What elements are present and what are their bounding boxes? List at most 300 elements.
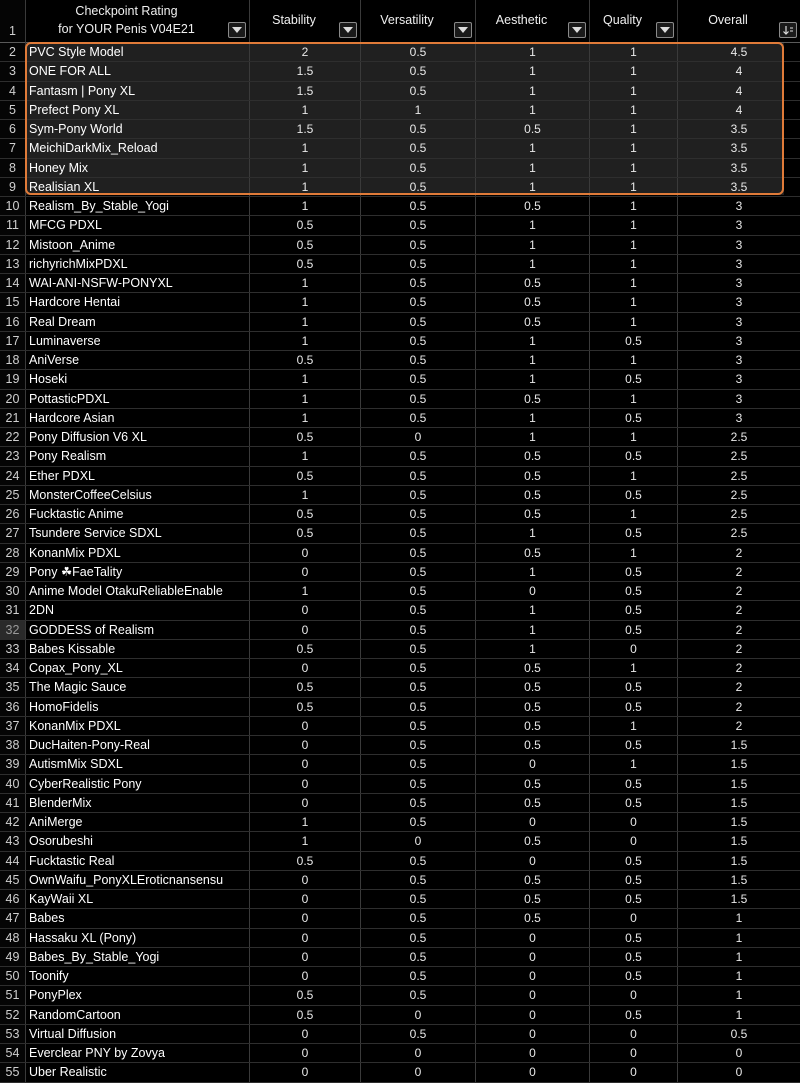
quality-cell[interactable]: 0.5 (625, 872, 642, 887)
overall-cell[interactable]: 1.5 (730, 738, 748, 752)
checkpoint-name-cell[interactable]: Hardcore Hentai (29, 295, 121, 310)
quality-cell[interactable]: 0.5 (625, 603, 642, 618)
overall-cell[interactable]: 1.5 (730, 853, 748, 868)
row-number[interactable]: 12 (5, 237, 20, 252)
quality-cell[interactable]: 0.5 (625, 680, 642, 695)
versatility-cell[interactable]: 0 (414, 1007, 422, 1022)
checkpoint-name-cell[interactable]: Pony Diffusion V6 XL (29, 430, 147, 444)
row-number[interactable]: 9 (9, 179, 16, 194)
checkpoint-name-cell[interactable]: RandomCartoon (29, 1007, 121, 1022)
checkpoint-name-cell[interactable]: Tsundere Service SDXL (29, 526, 162, 541)
quality-cell[interactable]: 0.5 (625, 969, 642, 983)
row-number[interactable]: 28 (5, 545, 20, 560)
aesthetic-cell[interactable]: 0 (529, 949, 536, 964)
aesthetic-cell[interactable]: 1 (529, 353, 536, 367)
aesthetic-cell[interactable]: 1 (529, 102, 536, 117)
quality-cell[interactable]: 1 (630, 64, 637, 79)
quality-cell[interactable]: 1 (630, 507, 637, 521)
overall-cell[interactable]: 3 (735, 372, 743, 387)
filter-dropdown-quality[interactable] (656, 22, 674, 38)
overall-cell[interactable]: 2.5 (730, 487, 748, 502)
stability-cell[interactable]: 0 (301, 757, 309, 772)
overall-cell[interactable]: 2 (735, 661, 743, 675)
versatility-cell[interactable]: 0.5 (409, 853, 427, 868)
overall-cell[interactable]: 1 (735, 1007, 743, 1022)
aesthetic-cell[interactable]: 0 (529, 988, 536, 1003)
checkpoint-name-cell[interactable]: AniVerse (29, 353, 80, 367)
stability-cell[interactable]: 1 (301, 815, 309, 829)
stability-cell[interactable]: 1 (301, 199, 309, 213)
overall-cell[interactable]: 2 (735, 603, 743, 618)
versatility-cell[interactable]: 0 (414, 1065, 422, 1080)
stability-cell[interactable]: 0.5 (296, 526, 314, 541)
stability-cell[interactable]: 1 (301, 410, 309, 425)
overall-cell[interactable]: 2.5 (730, 468, 748, 483)
row-number[interactable]: 10 (5, 199, 20, 213)
quality-cell[interactable]: 0 (630, 641, 637, 656)
overall-cell[interactable]: 3 (735, 276, 743, 290)
versatility-cell[interactable]: 0.5 (409, 795, 427, 810)
stability-cell[interactable]: 0 (301, 564, 309, 579)
stability-cell[interactable]: 0.5 (296, 468, 314, 483)
aesthetic-cell[interactable]: 1 (529, 372, 536, 387)
aesthetic-cell[interactable]: 0.5 (524, 661, 541, 675)
checkpoint-name-cell[interactable]: Prefect Pony XL (29, 102, 120, 117)
quality-cell[interactable]: 1 (630, 141, 637, 156)
overall-cell[interactable]: 1 (735, 949, 743, 964)
checkpoint-name-cell[interactable]: Copax_Pony_XL (29, 661, 123, 675)
row-number[interactable]: 50 (5, 969, 20, 983)
overall-cell[interactable]: 3 (735, 237, 743, 252)
quality-cell[interactable]: 0.5 (625, 526, 642, 541)
checkpoint-name-cell[interactable]: Ether PDXL (29, 468, 96, 483)
quality-cell[interactable]: 1 (630, 545, 637, 560)
quality-cell[interactable]: 0 (630, 911, 637, 926)
versatility-cell[interactable]: 0.5 (409, 314, 427, 329)
overall-cell[interactable]: 1.5 (730, 815, 748, 829)
versatility-cell[interactable]: 0.5 (409, 487, 427, 502)
aesthetic-cell[interactable]: 0.5 (524, 468, 541, 483)
filter-dropdown-checkpoint[interactable] (228, 22, 246, 38)
quality-cell[interactable]: 1 (630, 122, 637, 136)
stability-cell[interactable]: 0 (301, 718, 309, 733)
row-number[interactable]: 49 (5, 949, 20, 964)
overall-cell[interactable]: 2 (735, 699, 743, 714)
versatility-cell[interactable]: 0.5 (409, 333, 427, 348)
overall-cell[interactable]: 3.5 (730, 160, 748, 175)
aesthetic-cell[interactable]: 1 (529, 83, 536, 98)
aesthetic-cell[interactable]: 0.5 (524, 872, 541, 887)
overall-cell[interactable]: 3.5 (730, 141, 748, 156)
aesthetic-cell[interactable]: 0.5 (524, 199, 541, 213)
overall-cell[interactable]: 3 (735, 353, 743, 367)
stability-cell[interactable]: 1 (301, 160, 309, 175)
row-number[interactable]: 52 (5, 1007, 20, 1022)
overall-cell[interactable]: 1 (735, 969, 743, 983)
checkpoint-name-cell[interactable]: BlenderMix (29, 795, 92, 810)
aesthetic-cell[interactable]: 1 (529, 45, 536, 59)
checkpoint-name-cell[interactable]: Hassaku XL (Pony) (29, 930, 137, 945)
stability-cell[interactable]: 0 (301, 872, 309, 887)
quality-cell[interactable]: 0.5 (625, 699, 642, 714)
row-number[interactable]: 26 (5, 507, 20, 521)
versatility-cell[interactable]: 0.5 (409, 661, 427, 675)
row-number[interactable]: 31 (5, 603, 20, 618)
row-number[interactable]: 5 (9, 102, 16, 117)
quality-cell[interactable]: 1 (630, 83, 637, 98)
aesthetic-cell[interactable]: 0.5 (524, 680, 541, 695)
row-number[interactable]: 32 (0, 621, 25, 640)
versatility-cell[interactable]: 0.5 (409, 584, 427, 598)
overall-cell[interactable]: 1.5 (730, 795, 748, 810)
stability-cell[interactable]: 0.5 (296, 237, 314, 252)
quality-cell[interactable]: 0 (630, 1046, 637, 1060)
overall-cell[interactable]: 1.5 (730, 757, 748, 772)
row-number[interactable]: 11 (6, 218, 19, 233)
checkpoint-name-cell[interactable]: AutismMix SDXL (29, 757, 123, 772)
row-number[interactable]: 37 (5, 718, 20, 733)
versatility-cell[interactable]: 0.5 (409, 757, 427, 772)
stability-cell[interactable]: 1.5 (296, 64, 314, 79)
aesthetic-cell[interactable]: 0 (529, 584, 536, 598)
aesthetic-cell[interactable]: 1 (529, 603, 536, 618)
stability-cell[interactable]: 0.5 (296, 256, 314, 271)
checkpoint-name-cell[interactable]: Mistoon_Anime (29, 237, 116, 252)
versatility-cell[interactable]: 0.5 (409, 122, 427, 136)
checkpoint-name-cell[interactable]: Anime Model OtakuReliableEnable (29, 584, 223, 598)
overall-cell[interactable]: 3 (735, 333, 743, 348)
stability-cell[interactable]: 0 (301, 738, 309, 752)
overall-cell[interactable]: 4.5 (730, 45, 748, 59)
overall-cell[interactable]: 1 (735, 988, 743, 1003)
aesthetic-cell[interactable]: 0.5 (524, 545, 541, 560)
quality-cell[interactable]: 0.5 (625, 853, 642, 868)
aesthetic-cell[interactable]: 0.5 (524, 487, 541, 502)
stability-cell[interactable]: 1 (301, 449, 309, 464)
overall-cell[interactable]: 3 (735, 256, 743, 271)
overall-cell[interactable]: 1.5 (730, 872, 748, 887)
quality-cell[interactable]: 0.5 (625, 892, 642, 906)
stability-cell[interactable]: 0 (301, 622, 309, 637)
row-number[interactable]: 15 (5, 295, 20, 310)
checkpoint-name-cell[interactable]: 2DN (29, 603, 55, 618)
versatility-cell[interactable]: 0.5 (409, 622, 427, 637)
row-number[interactable]: 29 (5, 564, 20, 579)
aesthetic-cell[interactable]: 0.5 (524, 834, 541, 849)
checkpoint-name-cell[interactable]: CyberRealistic Pony (29, 776, 142, 791)
aesthetic-cell[interactable]: 0 (529, 1007, 536, 1022)
quality-cell[interactable]: 1 (630, 199, 637, 213)
overall-cell[interactable]: 4 (735, 83, 743, 98)
versatility-cell[interactable]: 0.5 (409, 930, 427, 945)
stability-cell[interactable]: 0.5 (296, 430, 314, 444)
sort-dropdown-overall[interactable] (779, 22, 797, 38)
stability-cell[interactable]: 0 (301, 892, 309, 906)
quality-cell[interactable]: 1 (630, 218, 637, 233)
overall-cell[interactable]: 3 (735, 218, 743, 233)
stability-cell[interactable]: 1 (301, 333, 309, 348)
versatility-cell[interactable]: 0.5 (409, 295, 427, 310)
overall-cell[interactable]: 1.5 (730, 834, 748, 849)
quality-cell[interactable]: 1 (630, 314, 637, 329)
checkpoint-name-cell[interactable]: Toonify (29, 969, 69, 983)
overall-cell[interactable]: 3.5 (730, 179, 748, 194)
overall-cell[interactable]: 4 (735, 102, 743, 117)
aesthetic-cell[interactable]: 0.5 (524, 738, 541, 752)
overall-cell[interactable]: 3 (735, 199, 743, 213)
overall-cell[interactable]: 2 (735, 622, 743, 637)
row-number[interactable]: 17 (5, 333, 20, 348)
versatility-cell[interactable]: 0.5 (409, 872, 427, 887)
quality-cell[interactable]: 0 (630, 988, 637, 1003)
stability-cell[interactable]: 2 (301, 45, 309, 59)
versatility-cell[interactable]: 0 (414, 834, 422, 849)
aesthetic-cell[interactable]: 1 (529, 410, 536, 425)
checkpoint-name-cell[interactable]: MonsterCoffeeCelsius (29, 487, 152, 502)
aesthetic-cell[interactable]: 0.5 (524, 892, 541, 906)
checkpoint-name-cell[interactable]: Sym-Pony World (29, 122, 123, 136)
quality-cell[interactable]: 0 (630, 1026, 637, 1041)
checkpoint-name-cell[interactable]: KonanMix PDXL (29, 545, 121, 560)
quality-cell[interactable]: 1 (630, 353, 637, 367)
versatility-cell[interactable]: 0.5 (409, 45, 427, 59)
row-number[interactable]: 53 (5, 1026, 20, 1041)
stability-cell[interactable]: 0 (301, 1065, 309, 1080)
checkpoint-name-cell[interactable]: Osorubeshi (29, 834, 93, 849)
row-number[interactable]: 22 (5, 430, 20, 444)
stability-cell[interactable]: 1 (301, 141, 309, 156)
aesthetic-cell[interactable]: 0.5 (524, 295, 541, 310)
stability-cell[interactable]: 0.5 (296, 1007, 314, 1022)
versatility-cell[interactable]: 0.5 (409, 64, 427, 79)
versatility-cell[interactable]: 0 (414, 1046, 422, 1060)
checkpoint-name-cell[interactable]: Uber Realistic (29, 1065, 107, 1080)
row-number[interactable]: 4 (9, 83, 16, 98)
header-quality[interactable] (590, 0, 677, 42)
checkpoint-name-cell[interactable]: Hoseki (29, 372, 68, 387)
versatility-cell[interactable]: 0.5 (409, 179, 427, 194)
checkpoint-name-cell[interactable]: MeichiDarkMix_Reload (29, 141, 158, 156)
aesthetic-cell[interactable]: 1 (529, 141, 536, 156)
versatility-cell[interactable]: 0.5 (409, 256, 427, 271)
quality-cell[interactable]: 0.5 (625, 372, 642, 387)
stability-cell[interactable]: 0 (301, 776, 309, 791)
row-number[interactable]: 18 (5, 353, 20, 367)
stability-cell[interactable]: 0 (301, 911, 309, 926)
versatility-cell[interactable]: 0.5 (409, 776, 427, 791)
quality-cell[interactable]: 1 (630, 661, 637, 675)
overall-cell[interactable]: 2.5 (730, 430, 748, 444)
stability-cell[interactable]: 1 (301, 295, 309, 310)
header-overall[interactable] (678, 0, 800, 42)
header-aesthetic[interactable] (476, 0, 589, 42)
row-number[interactable]: 47 (5, 911, 20, 926)
versatility-cell[interactable]: 0.5 (409, 507, 427, 521)
quality-cell[interactable]: 0 (630, 815, 637, 829)
overall-cell[interactable]: 2 (735, 584, 743, 598)
row-number[interactable]: 23 (5, 449, 20, 464)
overall-cell[interactable]: 2.5 (730, 449, 748, 464)
checkpoint-name-cell[interactable]: Fucktastic Real (29, 853, 115, 868)
stability-cell[interactable]: 0.5 (296, 699, 314, 714)
checkpoint-name-cell[interactable]: MFCG PDXL (29, 218, 102, 233)
overall-cell[interactable]: 3 (735, 314, 743, 329)
stability-cell[interactable]: 1.5 (296, 122, 314, 136)
versatility-cell[interactable]: 0.5 (409, 353, 427, 367)
versatility-cell[interactable]: 0.5 (409, 911, 427, 926)
quality-cell[interactable]: 0.5 (625, 1007, 642, 1022)
row-number[interactable]: 54 (5, 1046, 20, 1060)
stability-cell[interactable]: 0 (301, 795, 309, 810)
quality-cell[interactable]: 0.5 (625, 776, 642, 791)
row-number[interactable]: 46 (5, 892, 20, 906)
versatility-cell[interactable]: 0.5 (409, 699, 427, 714)
stability-cell[interactable]: 1.5 (296, 83, 314, 98)
versatility-cell[interactable]: 0.5 (409, 603, 427, 618)
quality-cell[interactable]: 0.5 (625, 622, 642, 637)
row-number[interactable]: 45 (5, 872, 20, 887)
versatility-cell[interactable]: 0.5 (409, 141, 427, 156)
row-number[interactable]: 39 (5, 757, 20, 772)
aesthetic-cell[interactable]: 0.5 (524, 718, 541, 733)
checkpoint-name-cell[interactable]: Fantasm | Pony XL (29, 83, 136, 98)
stability-cell[interactable]: 0 (301, 930, 309, 945)
overall-cell[interactable]: 2 (735, 718, 743, 733)
checkpoint-name-cell[interactable]: Babes Kissable (29, 641, 116, 656)
aesthetic-cell[interactable]: 0 (529, 969, 536, 983)
stability-cell[interactable]: 0 (301, 603, 309, 618)
quality-cell[interactable]: 0.5 (625, 449, 642, 464)
row-number[interactable]: 19 (5, 372, 20, 387)
versatility-cell[interactable]: 0.5 (409, 449, 427, 464)
overall-cell[interactable]: 2.5 (730, 507, 748, 521)
quality-cell[interactable]: 1 (630, 757, 637, 772)
aesthetic-cell[interactable]: 0.5 (524, 391, 541, 406)
row-number[interactable]: 27 (5, 526, 20, 541)
stability-cell[interactable]: 0.5 (296, 641, 314, 656)
aesthetic-cell[interactable]: 0 (529, 1046, 536, 1060)
quality-cell[interactable]: 1 (630, 295, 637, 310)
overall-cell[interactable]: 3.5 (730, 122, 748, 136)
aesthetic-cell[interactable]: 1 (529, 179, 536, 194)
row-number-1[interactable]: 1 (9, 24, 16, 38)
stability-cell[interactable]: 1 (301, 276, 309, 290)
stability-cell[interactable]: 0 (301, 661, 309, 675)
overall-cell[interactable]: 1 (735, 930, 743, 945)
aesthetic-cell[interactable]: 0 (529, 815, 536, 829)
aesthetic-cell[interactable]: 0.5 (524, 699, 541, 714)
versatility-cell[interactable]: 0.5 (409, 237, 427, 252)
quality-cell[interactable]: 0.5 (625, 584, 642, 598)
aesthetic-cell[interactable]: 1 (529, 526, 536, 541)
versatility-cell[interactable]: 0.5 (409, 160, 427, 175)
stability-cell[interactable]: 0.5 (296, 680, 314, 695)
overall-cell[interactable]: 1.5 (730, 892, 748, 906)
checkpoint-name-cell[interactable]: GODDESS of Realism (29, 622, 155, 637)
aesthetic-cell[interactable]: 1 (529, 237, 536, 252)
checkpoint-name-cell[interactable]: KonanMix PDXL (29, 718, 121, 733)
row-number[interactable]: 35 (5, 680, 20, 695)
stability-cell[interactable]: 0.5 (296, 507, 314, 521)
header-versatility[interactable] (361, 0, 475, 42)
checkpoint-name-cell[interactable]: Virtual Diffusion (29, 1026, 117, 1041)
checkpoint-name-cell[interactable]: Pony ☘FaeTality (29, 564, 123, 579)
checkpoint-name-cell[interactable]: AniMerge (29, 815, 83, 829)
overall-cell[interactable]: 1.5 (730, 776, 748, 791)
overall-cell[interactable]: 3 (735, 410, 743, 425)
versatility-cell[interactable]: 0.5 (409, 545, 427, 560)
filter-dropdown-stability[interactable] (339, 22, 357, 38)
checkpoint-name-cell[interactable]: Babes (29, 911, 65, 926)
quality-cell[interactable]: 0.5 (625, 487, 642, 502)
stability-cell[interactable]: 1 (301, 487, 309, 502)
overall-cell[interactable]: 3 (735, 295, 743, 310)
versatility-cell[interactable]: 0.5 (409, 892, 427, 906)
aesthetic-cell[interactable]: 1 (529, 564, 536, 579)
row-number[interactable]: 24 (5, 468, 20, 483)
versatility-cell[interactable]: 0.5 (409, 83, 427, 98)
quality-cell[interactable]: 1 (630, 276, 637, 290)
row-number[interactable]: 51 (5, 988, 20, 1003)
quality-cell[interactable]: 0 (630, 834, 637, 849)
versatility-cell[interactable]: 0.5 (409, 738, 427, 752)
overall-cell[interactable]: 2 (735, 545, 743, 560)
versatility-cell[interactable]: 0.5 (409, 526, 427, 541)
row-number[interactable]: 2 (9, 45, 16, 59)
aesthetic-cell[interactable]: 0.5 (524, 911, 541, 926)
row-number[interactable]: 40 (5, 776, 20, 791)
filter-dropdown-aesthetic[interactable] (568, 22, 586, 38)
aesthetic-cell[interactable]: 0.5 (524, 276, 541, 290)
checkpoint-name-cell[interactable]: DucHaiten-Pony-Real (29, 738, 150, 752)
header-checkpoint[interactable] (26, 0, 249, 42)
quality-cell[interactable]: 1 (630, 45, 637, 59)
stability-cell[interactable]: 1 (301, 391, 309, 406)
aesthetic-cell[interactable]: 0 (529, 930, 536, 945)
versatility-cell[interactable]: 0.5 (409, 218, 427, 233)
quality-cell[interactable]: 0.5 (625, 949, 642, 964)
checkpoint-name-cell[interactable]: OwnWaifu_PonyXLEroticnansensu (29, 872, 224, 887)
quality-cell[interactable]: 0.5 (625, 795, 642, 810)
stability-cell[interactable]: 0.5 (296, 353, 314, 367)
overall-cell[interactable]: 0 (735, 1046, 743, 1060)
versatility-cell[interactable]: 0.5 (409, 468, 427, 483)
stability-cell[interactable]: 0 (301, 545, 309, 560)
aesthetic-cell[interactable]: 1 (529, 256, 536, 271)
row-number[interactable]: 7 (9, 141, 16, 156)
aesthetic-cell[interactable]: 0 (529, 1026, 536, 1041)
aesthetic-cell[interactable]: 1 (529, 641, 536, 656)
row-number[interactable]: 30 (5, 584, 20, 598)
stability-cell[interactable]: 0.5 (296, 853, 314, 868)
row-number[interactable]: 16 (5, 314, 20, 329)
checkpoint-name-cell[interactable]: Fucktastic Anime (29, 507, 124, 521)
row-number[interactable]: 44 (5, 853, 20, 868)
aesthetic-cell[interactable]: 0.5 (524, 776, 541, 791)
checkpoint-name-cell[interactable]: ONE FOR ALL (29, 64, 111, 79)
stability-cell[interactable]: 1 (301, 102, 309, 117)
aesthetic-cell[interactable]: 1 (529, 430, 536, 444)
versatility-cell[interactable]: 0.5 (409, 680, 427, 695)
stability-cell[interactable]: 1 (301, 834, 309, 849)
checkpoint-name-cell[interactable]: Pony Realism (29, 449, 107, 464)
stability-cell[interactable]: 0.5 (296, 988, 314, 1003)
versatility-cell[interactable]: 0.5 (409, 969, 427, 983)
versatility-cell[interactable]: 0.5 (409, 949, 427, 964)
row-number[interactable]: 48 (5, 930, 20, 945)
overall-cell[interactable]: 0.5 (730, 1026, 748, 1041)
checkpoint-name-cell[interactable]: Realism_By_Stable_Yogi (29, 199, 169, 213)
